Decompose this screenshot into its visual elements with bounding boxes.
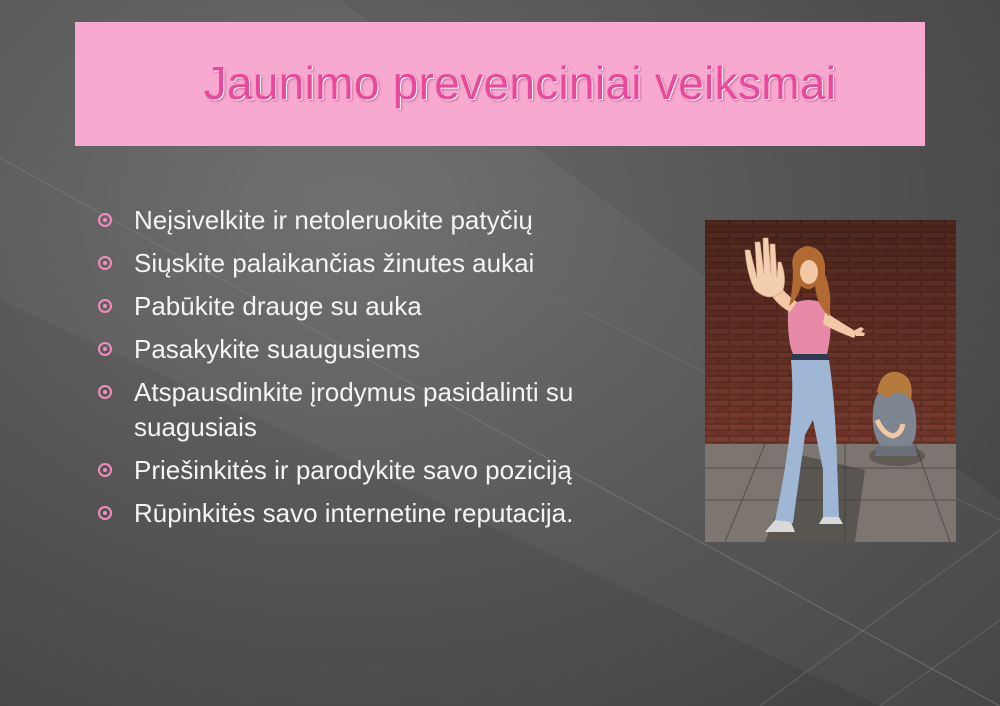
list-item — [92, 453, 682, 488]
list-item — [92, 289, 682, 324]
bullet-text: Priešinkitės ir parodykite savo poziciją — [134, 455, 572, 485]
pink-ring-bullet-icon — [98, 463, 112, 477]
pink-ring-bullet-icon — [98, 342, 112, 356]
list-item — [92, 332, 682, 367]
bullet-text: Neįsivelkite ir netoleruokite patyčių — [134, 205, 533, 235]
list-item — [92, 496, 682, 531]
pink-ring-bullet-icon — [98, 385, 112, 399]
list-item — [92, 203, 682, 238]
list-item — [92, 246, 682, 281]
bullet-text: Rūpinkitės savo internetine reputacija. — [134, 498, 574, 528]
pink-ring-bullet-icon — [98, 256, 112, 270]
slide-title: Jaunimo prevenciniai veiksmai — [203, 57, 837, 109]
title-banner — [75, 22, 925, 146]
bullet-text: Pasakykite suaugusiems — [134, 334, 421, 364]
bullet-text: Siųskite palaikančias žinutes aukai — [134, 248, 535, 278]
pink-ring-bullet-icon — [98, 506, 112, 520]
anti-bullying-illustration — [705, 220, 956, 542]
pink-ring-bullet-icon — [98, 299, 112, 313]
list-item — [92, 375, 682, 445]
bullet-text: Atspausdinkite įrodymus pasidalinti su suagusiais — [134, 377, 574, 442]
pink-ring-bullet-icon — [98, 213, 112, 227]
bullet-list — [92, 203, 682, 539]
bullet-text: Pabūkite drauge su auka — [134, 291, 422, 321]
